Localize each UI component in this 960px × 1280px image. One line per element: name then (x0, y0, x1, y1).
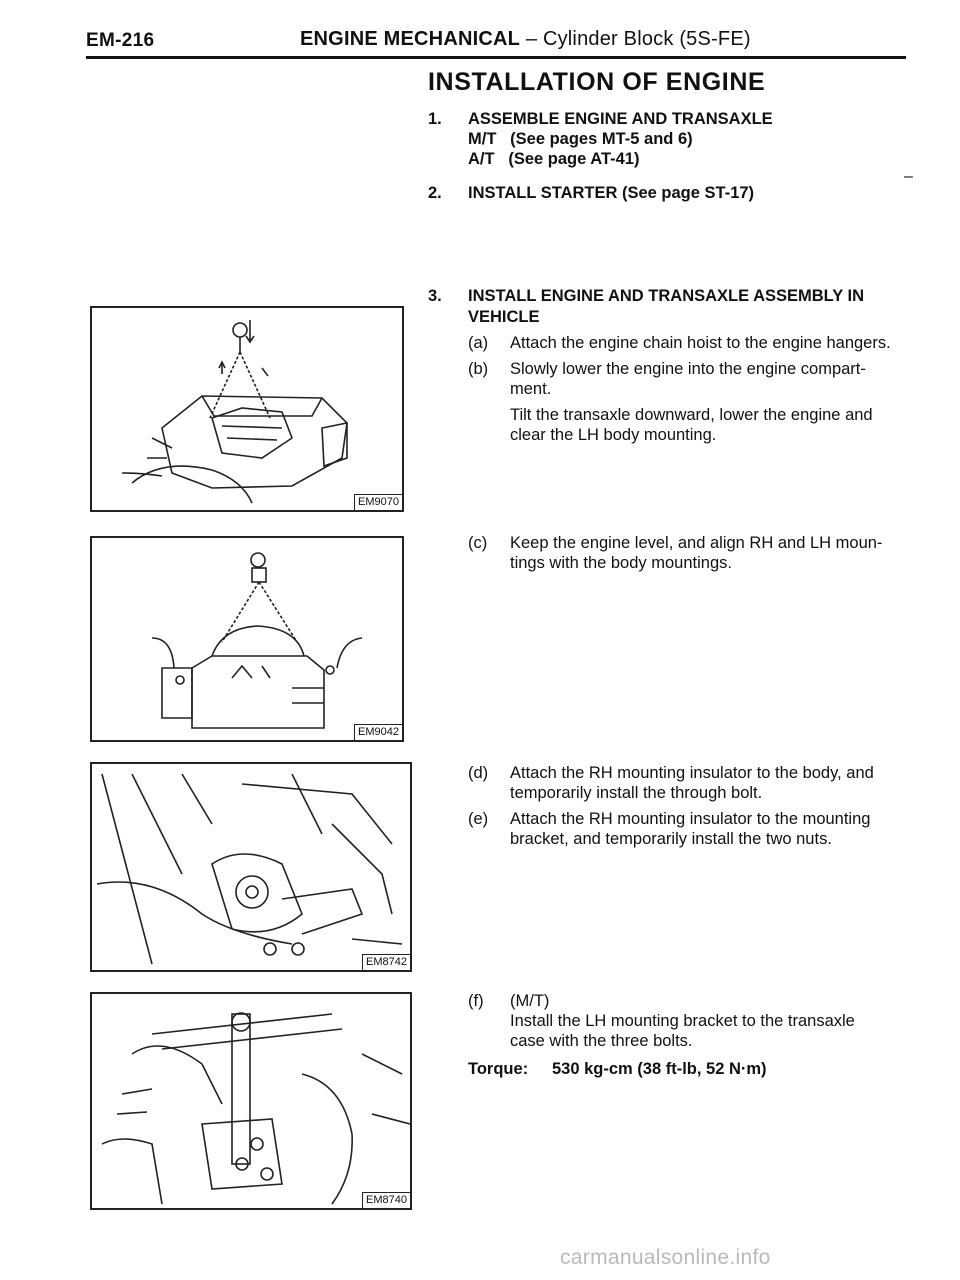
torque-value: 530 kg-cm (38 ft-lb, 52 N·m) (552, 1060, 767, 1078)
section-title: INSTALLATION OF ENGINE (428, 68, 766, 96)
substep-c-text-1: Keep the engine level, and align RH and LH moun- (510, 534, 883, 552)
header-section: ENGINE MECHANICAL (300, 28, 521, 50)
step-1-number: 1. (428, 110, 442, 128)
step-2-title: INSTALL STARTER (See page ST-17) (468, 184, 755, 202)
watermark: carmanualsonline.info (560, 1246, 771, 1269)
header-subsection: Cylinder Block (5S-FE) (542, 28, 751, 50)
header-separator: – (525, 28, 538, 50)
page-header (300, 28, 751, 51)
substep-b-note-1: Tilt the transaxle downward, lower the engine and (510, 406, 873, 424)
figure-em8740-code: EM8740 (362, 1192, 410, 1208)
substep-e-text-2: bracket, and temporarily install the two nuts. (510, 830, 832, 848)
figure-em9070-code: EM9070 (354, 494, 402, 510)
step-3-title-line-2: VEHICLE (468, 308, 540, 326)
page-number: EM-216 (86, 30, 155, 51)
lh-mounting-illustration (92, 994, 412, 1210)
figure-em8740 (90, 992, 412, 1210)
figure-em8742 (90, 762, 412, 972)
substep-d-text-2: temporarily install the through bolt. (510, 784, 763, 802)
figure-em9042 (90, 536, 404, 742)
step-3-title-line-1: INSTALL ENGINE AND TRANSAXLE ASSEMBLY IN (468, 287, 865, 305)
substep-a-label: (a) (468, 334, 489, 352)
torque-label: Torque: (468, 1060, 529, 1078)
step-1-title: ASSEMBLE ENGINE AND TRANSAXLE (468, 110, 773, 128)
substep-f-label: (f) (468, 992, 484, 1010)
figure-em9070 (90, 306, 404, 512)
figure-em8742-code: EM8742 (362, 954, 410, 970)
substep-c-label: (c) (468, 534, 488, 552)
substep-b-label: (b) (468, 360, 489, 378)
step-1-mt-ref: M/T (See pages MT-5 and 6) (468, 130, 693, 148)
hoist-engine-illustration (92, 308, 404, 512)
margin-mark: – (904, 168, 913, 185)
substep-f-text-2: Install the LH mounting bracket to the transaxle (510, 1012, 855, 1030)
substep-b-note-2: clear the LH body mounting. (510, 426, 717, 444)
substep-b-text-1: Slowly lower the engine into the engine compart- (510, 360, 866, 378)
substep-a-text: Attach the engine chain hoist to the engine hangers. (510, 334, 891, 352)
substep-c-text-2: tings with the body mountings. (510, 554, 732, 572)
rh-mounting-illustration (92, 764, 412, 972)
step-1-at-ref: A/T (See page AT-41) (468, 150, 640, 168)
substep-d-label: (d) (468, 764, 489, 782)
engine-level-illustration (92, 538, 404, 742)
substep-b-text-2: ment. (510, 380, 552, 398)
substep-e-label: (e) (468, 810, 489, 828)
figure-em9042-code: EM9042 (354, 724, 402, 740)
substep-e-text-1: Attach the RH mounting insulator to the mounting (510, 810, 871, 828)
header-rule (86, 56, 906, 59)
substep-f-text-3: case with the three bolts. (510, 1032, 693, 1050)
substep-f-text-1: (M/T) (510, 992, 550, 1010)
substep-d-text-1: Attach the RH mounting insulator to the body, and (510, 764, 874, 782)
step-2-number: 2. (428, 184, 442, 202)
step-3-number: 3. (428, 287, 442, 305)
